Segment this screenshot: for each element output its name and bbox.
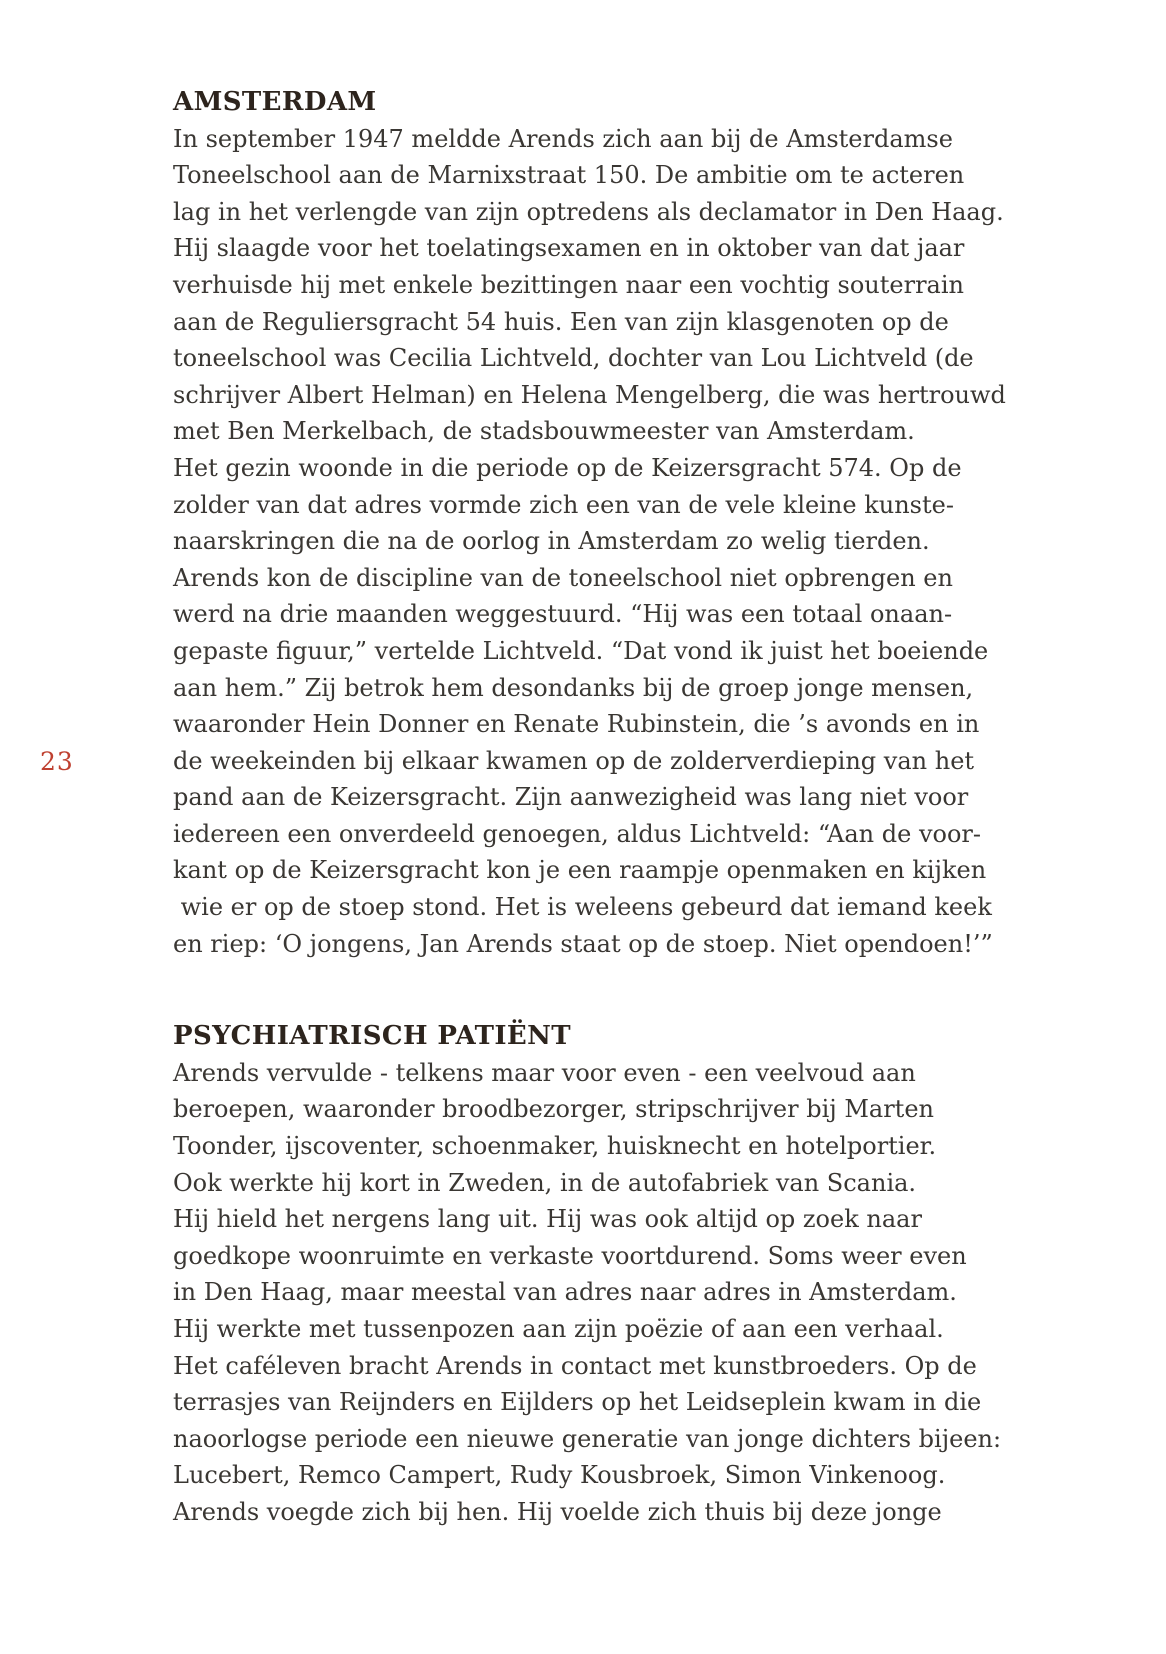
text-line: de weekeinden bij elkaar kwamen op de zolderverdieping van het <box>173 746 975 775</box>
text-line: beroepen, waaronder broodbezorger, stripschrijver bij Marten <box>173 1095 934 1124</box>
text-line: iedereen een onverdeeld genoegen, aldus Lichtveld: “Aan de voor- <box>173 819 981 848</box>
text-line: werd na drie maanden weggestuurd. “Hij was een totaal onaan- <box>173 600 953 629</box>
text-line: Het caféleven bracht Arends in contact met kunstbroeders. Op de <box>173 1351 977 1380</box>
text-line: Arends vervulde - telkens maar voor even - een veelvoud aan <box>173 1058 916 1087</box>
text-line: goedkope woonruimte en verkaste voortdurend. Soms weer even <box>173 1241 967 1270</box>
text-line: Ook werkte hij kort in Zweden, in de autofabriek van Scania. <box>173 1168 917 1197</box>
text-line: verhuisde hij met enkele bezittingen naar een vochtig souterrain <box>173 270 964 299</box>
text-line: schrijver Albert Helman) en Helena Mengelberg, die was hertrouwd <box>173 380 1006 409</box>
text-line: terrasjes van Reijnders en Eijlders op het Leidseplein kwam in die <box>173 1388 982 1417</box>
section-heading: PSYCHIATRISCH PATIËNT <box>173 1021 572 1052</box>
text-line: Toneelschool aan de Marnixstraat 150. De ambitie om te acteren <box>173 161 965 190</box>
text-line: Toonder, ijscoventer, schoenmaker, huisknecht en hotelportier. <box>173 1132 937 1161</box>
text-line: Hij werkte met tussenpozen aan zijn poëzie of aan een verhaal. <box>173 1315 944 1343</box>
text-line: aan de Reguliersgracht 54 huis. Een van zijn klasgenoten op de <box>173 307 949 336</box>
text-line: Arends voegde zich bij hen. Hij voelde zich thuis bij deze jonge <box>173 1497 942 1526</box>
section-amsterdam <box>173 84 1008 962</box>
text-line: Hij slaagde voor het toelatingsexamen en in oktober van dat jaar <box>173 234 965 263</box>
page-content <box>173 84 1008 1531</box>
page-number: 23 <box>40 747 74 776</box>
text-line: en riep: ‘O jongens, Jan Arends staat op de stoep. Niet opendoen!’” <box>173 929 993 958</box>
section-heading: AMSTERDAM <box>173 87 377 117</box>
text-line: In september 1947 meldde Arends zich aan bij de Amsterdamse <box>173 124 953 153</box>
text-line: Arends kon de discipline van de toneelschool niet opbrengen en <box>173 563 953 592</box>
text-line: gepaste figuur,” vertelde Lichtveld. “Dat vond ik juist het boeiende <box>173 636 989 665</box>
text-line: waaronder Hein Donner en Renate Rubinstein, die ’s avonds en in <box>173 710 980 739</box>
section-body <box>173 121 1008 963</box>
text-line: met Ben Merkelbach, de stadsbouwmeester van Amsterdam. <box>173 417 915 446</box>
text-line: Lucebert, Remco Campert, Rudy Kousbroek, Simon Vinkenoog. <box>173 1461 946 1490</box>
text-line: Hij hield het nergens lang uit. Hij was ook altijd op zoek naar <box>173 1205 922 1234</box>
text-line: lag in het verlengde van zijn optredens als declamator in Den Haag. <box>173 197 1004 226</box>
section-psychiatrisch-patient <box>173 1018 1008 1530</box>
text-line: Het gezin woonde in die periode op de Keizersgracht 574. Op de <box>173 453 962 482</box>
text-line: naoorlogse periode een nieuwe generatie van jonge dichters bijeen: <box>173 1424 1002 1453</box>
text-line: aan hem.” Zij betrok hem desondanks bij de groep jonge mensen, <box>173 673 974 702</box>
text-line: wie er op de stoep stond. Het is weleens gebeurd dat iemand keek <box>173 893 992 922</box>
text-line: toneelschool was Cecilia Lichtveld, dochter van Lou Lichtveld (de <box>173 344 974 373</box>
text-line: zolder van dat adres vormde zich een van de vele kleine kunste- <box>173 490 954 519</box>
text-line: in Den Haag, maar meestal van adres naar adres in Amsterdam. <box>173 1278 957 1307</box>
text-line: naarskringen die na de oorlog in Amsterdam zo welig tierden. <box>173 527 930 556</box>
section-body <box>173 1055 1008 1531</box>
text-line: kant op de Keizersgracht kon je een raampje openmaken en kijken <box>173 856 987 885</box>
text-line: pand aan de Keizersgracht. Zijn aanwezigheid was lang niet voor <box>173 783 969 812</box>
